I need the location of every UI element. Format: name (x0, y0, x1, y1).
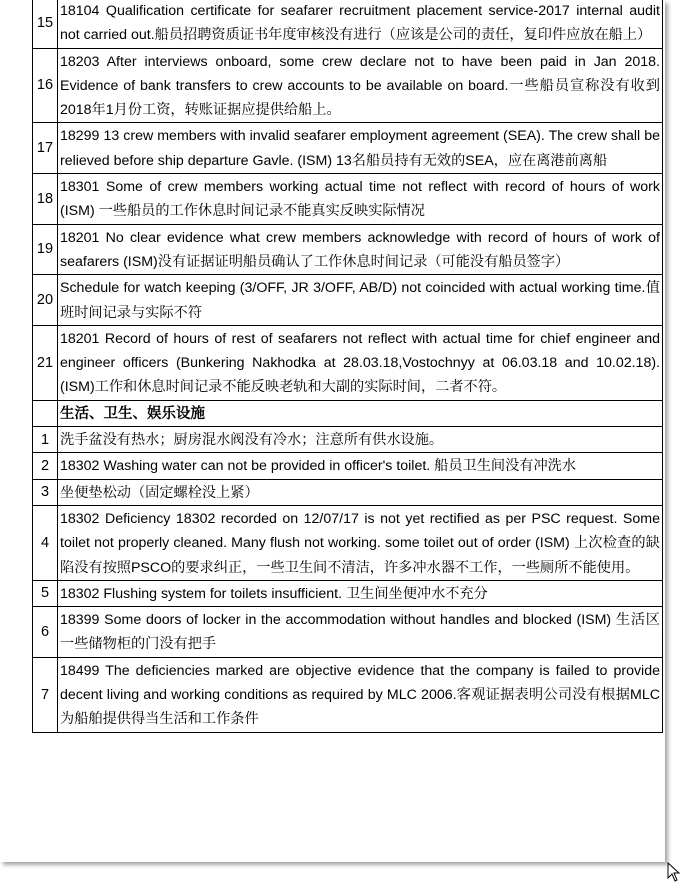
table-row (33, 505, 663, 580)
row-number: 17 (33, 123, 58, 174)
table-row (33, 453, 663, 479)
row-text: 18302 Deficiency 18302 recorded on 12/07/17 is not yet rectified as per PSC request. Some toilet not properly cleaned. Many flush not working. some toilet out of order (ISM) 上次检查的缺陷没有按照PSCO的要求纠正，一些卫生间不清洁，许多冲水器不工作，一些厕所不能使用。 (58, 505, 663, 580)
row-number: 6 (33, 607, 58, 658)
row-number: 16 (33, 48, 58, 123)
row-text: 18201 Record of hours of rest of seafarers not reflect with actual time for chief engineer and engineer officers (Bunkering Nakhodka at 28.03.18,Vostochnyy at 06.03.18 and 10.02.18). (ISM)工作和休息时间记录不能反映老轨和大副的实际时间，二者不符。 (58, 325, 663, 400)
row-number-empty (33, 400, 58, 426)
table-row (33, 427, 663, 453)
row-text: Schedule for watch keeping (3/OFF, JR 3/OFF, AB/D) not coincided with actual working time.值班时间记录与实际不符 (58, 275, 663, 326)
row-text: 洗手盆没有热水；厨房混水阀没有冷水；注意所有供水设施。 (58, 427, 663, 453)
table-row (33, 657, 663, 732)
row-number: 21 (33, 325, 58, 400)
table-row (33, 580, 663, 606)
row-text: 18201 No clear evidence what crew members acknowledge with record of hours of work of seafarers (ISM)没有证据证明船员确认了工作休息时间记录（可能没有船员签字） (58, 224, 663, 275)
table-row (33, 325, 663, 400)
table-row (33, 123, 663, 174)
row-text: 18302 Washing water can not be provided in officer's toilet. 船员卫生间没有冲洗水 (58, 453, 663, 479)
row-number: 3 (33, 479, 58, 505)
table-row (33, 174, 663, 225)
row-number: 4 (33, 505, 58, 580)
mouse-pointer-icon (667, 862, 681, 882)
row-number: 15 (33, 0, 58, 48)
table-row (33, 48, 663, 123)
deficiency-table (32, 0, 663, 733)
table-row (33, 607, 663, 658)
row-text: 18299 13 crew members with invalid seafarer employment agreement (SEA). The crew shall be relieved before ship departure Gavle. (ISM) 13名船员持有无效的SEA，应在离港前离船 (58, 123, 663, 174)
row-text: 18104 Qualification certificate for seafarer recruitment placement service-2017 internal audit not carried out.船员招聘资质证书年度审核没有进行（应该是公司的责任，复印件应放在船上） (58, 0, 663, 48)
row-number: 19 (33, 224, 58, 275)
row-text: 18499 The deficiencies marked are objective evidence that the company is failed to provide decent living and working conditions as required by MLC 2006.客观证据表明公司没有根据MLC为船舶提供得当生活和工作条件 (58, 657, 663, 732)
row-text: 18399 Some doors of locker in the accommodation without handles and blocked (ISM) 生活区一些储物柜的门没有把手 (58, 607, 663, 658)
section-title: 生活、卫生、娱乐设施 (58, 400, 663, 426)
row-text: 坐便垫松动（固定螺栓没上紧） (58, 479, 663, 505)
table-row (33, 224, 663, 275)
row-number: 2 (33, 453, 58, 479)
section-header-row (33, 400, 663, 426)
row-number: 5 (33, 580, 58, 606)
table-row (33, 479, 663, 505)
table-row (33, 0, 663, 48)
row-number: 1 (33, 427, 58, 453)
row-number: 7 (33, 657, 58, 732)
row-text: 18203 After interviews onboard, some crew declare not to have been paid in Jan 2018. Evidence of bank transfers to crew accounts to be available on board.一些船员宣称没有收到2018年1月份工资，转账证据应提供给船上。 (58, 48, 663, 123)
table-row (33, 275, 663, 326)
row-text: 18301 Some of crew members working actual time not reflect with record of hours of work (ISM) 一些船员的工作休息时间记录不能真实反映实际情况 (58, 174, 663, 225)
row-number: 20 (33, 275, 58, 326)
row-text: 18302 Flushing system for toilets insufficient. 卫生间坐便冲水不充分 (58, 580, 663, 606)
row-number: 18 (33, 174, 58, 225)
